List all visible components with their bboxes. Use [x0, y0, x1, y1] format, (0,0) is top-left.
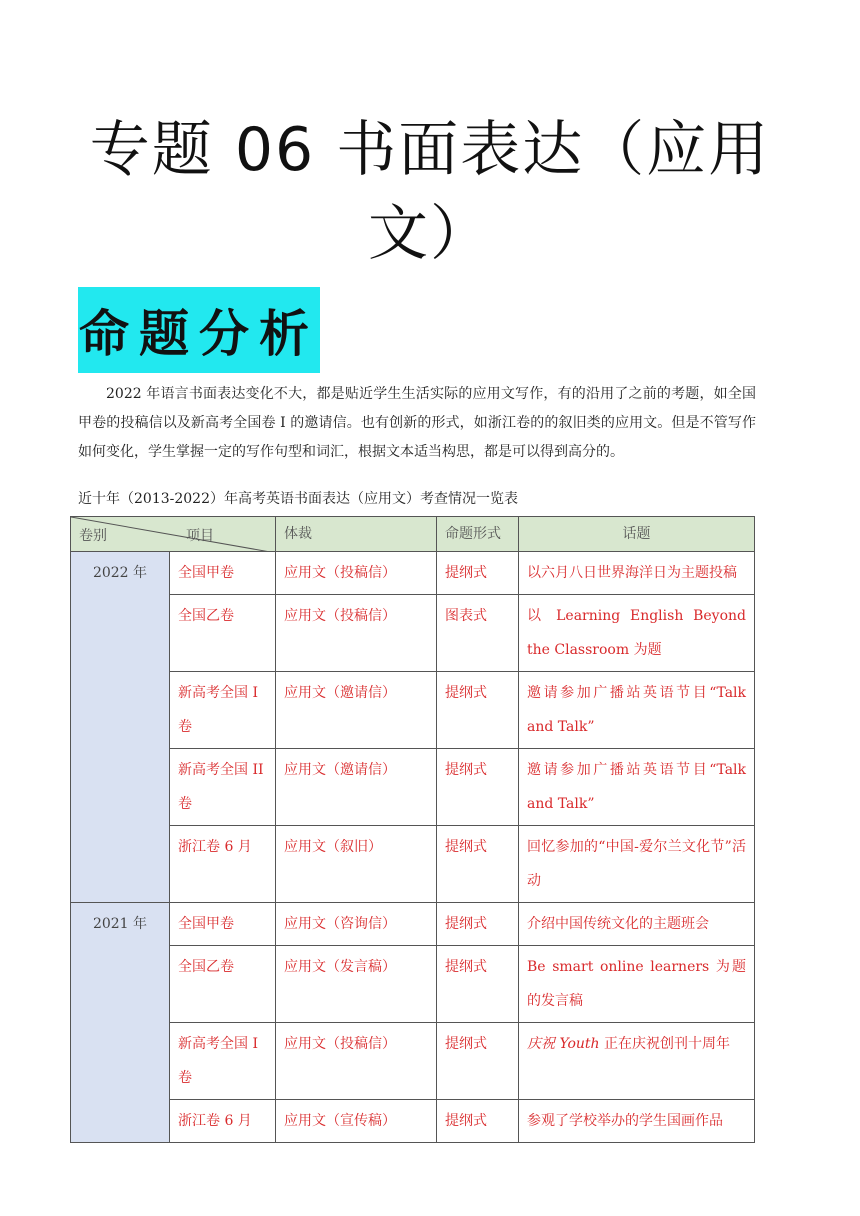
genre-cell: 应用文（发言稿） [276, 946, 437, 1023]
genre-cell: 应用文（宣传稿） [276, 1100, 437, 1143]
form-cell: 提纲式 [437, 903, 519, 946]
header-diagonal-cell [71, 517, 276, 552]
paper-cell: 全国乙卷 [170, 595, 276, 672]
paper-cell: 浙江卷 6 月 [170, 1100, 276, 1143]
form-cell: 提纲式 [437, 826, 519, 903]
header-topic: 话题 [519, 517, 755, 552]
year-cell: 2021 年 [71, 903, 170, 1143]
genre-cell: 应用文（邀请信） [276, 672, 437, 749]
genre-cell: 应用文（咨询信） [276, 903, 437, 946]
table-row [71, 1023, 755, 1100]
paper-cell: 全国乙卷 [170, 946, 276, 1023]
table-row [71, 595, 755, 672]
topic-cell: Be smart online learners 为题的发言稿 [519, 946, 755, 1023]
table-row [71, 826, 755, 903]
year-cell: 2022 年 [71, 552, 170, 903]
topic-cell [519, 1023, 755, 1100]
topic-cell: 以六月八日世界海洋日为主题投稿 [519, 552, 755, 595]
topic-text: 正在庆祝创刊十周年 [599, 1036, 731, 1052]
topic-cell: 介绍中国传统文化的主题班会 [519, 903, 755, 946]
genre-cell: 应用文（投稿信） [276, 595, 437, 672]
table-header-row [71, 517, 755, 552]
genre-cell: 应用文（叙旧） [276, 826, 437, 903]
header-xiangmu: 项目 [186, 528, 214, 544]
topic-cell: 邀请参加广播站英语节目“Talk and Talk” [519, 749, 755, 826]
exam-survey-table [70, 516, 755, 1143]
form-cell: 提纲式 [437, 749, 519, 826]
table-row [71, 1100, 755, 1143]
form-cell: 提纲式 [437, 552, 519, 595]
form-cell: 提纲式 [437, 1100, 519, 1143]
form-cell: 提纲式 [437, 672, 519, 749]
paper-cell: 新高考全国 I 卷 [170, 1023, 276, 1100]
topic-cell: 邀请参加广播站英语节目“Talk and Talk” [519, 672, 755, 749]
table-row [71, 749, 755, 826]
header-form: 命题形式 [437, 517, 519, 552]
genre-cell: 应用文（投稿信） [276, 1023, 437, 1100]
form-cell: 提纲式 [437, 946, 519, 1023]
topic-cell: 参观了学校举办的学生国画作品 [519, 1100, 755, 1143]
table-row [71, 946, 755, 1023]
paper-cell: 新高考全国 I 卷 [170, 672, 276, 749]
magazine-name: 庆祝 Youth [527, 1036, 600, 1052]
table-caption: 近十年（2013-2022）年高考英语书面表达（应用文）考查情况一览表 [78, 491, 518, 507]
header-genre: 体裁 [276, 517, 437, 552]
genre-cell: 应用文（投稿信） [276, 552, 437, 595]
topic-cell: 以 Learning English Beyond the Classroom 为题 [519, 595, 755, 672]
document-title: 专题 06 书面表达（应用文） [89, 115, 771, 269]
topic-cell: 回忆参加的“中国-爱尔兰文化节”活动 [519, 826, 755, 903]
table-row [71, 903, 755, 946]
header-juanbie: 卷别 [79, 528, 107, 544]
intro-paragraph: 2022 年语言书面表达变化不大，都是贴近学生生活实际的应用文写作，有的沿用了之前的考题，如全国甲卷的投稿信以及新高考全国卷 I 的邀请信。也有创新的形式，如浙江卷的的叙旧类的应用文。但是不管写作如何变化，学生掌握一定的写作句型和词汇，根据文本适当构思，都是可以得到高分的。 [78, 386, 756, 460]
paper-cell: 新高考全国 II 卷 [170, 749, 276, 826]
paper-cell: 全国甲卷 [170, 903, 276, 946]
paper-cell: 浙江卷 6 月 [170, 826, 276, 903]
form-cell: 图表式 [437, 595, 519, 672]
form-cell: 提纲式 [437, 1023, 519, 1100]
table-row [71, 672, 755, 749]
table-row [71, 552, 755, 595]
genre-cell: 应用文（邀请信） [276, 749, 437, 826]
section-badge: 命题分析 [78, 287, 320, 373]
paper-cell: 全国甲卷 [170, 552, 276, 595]
